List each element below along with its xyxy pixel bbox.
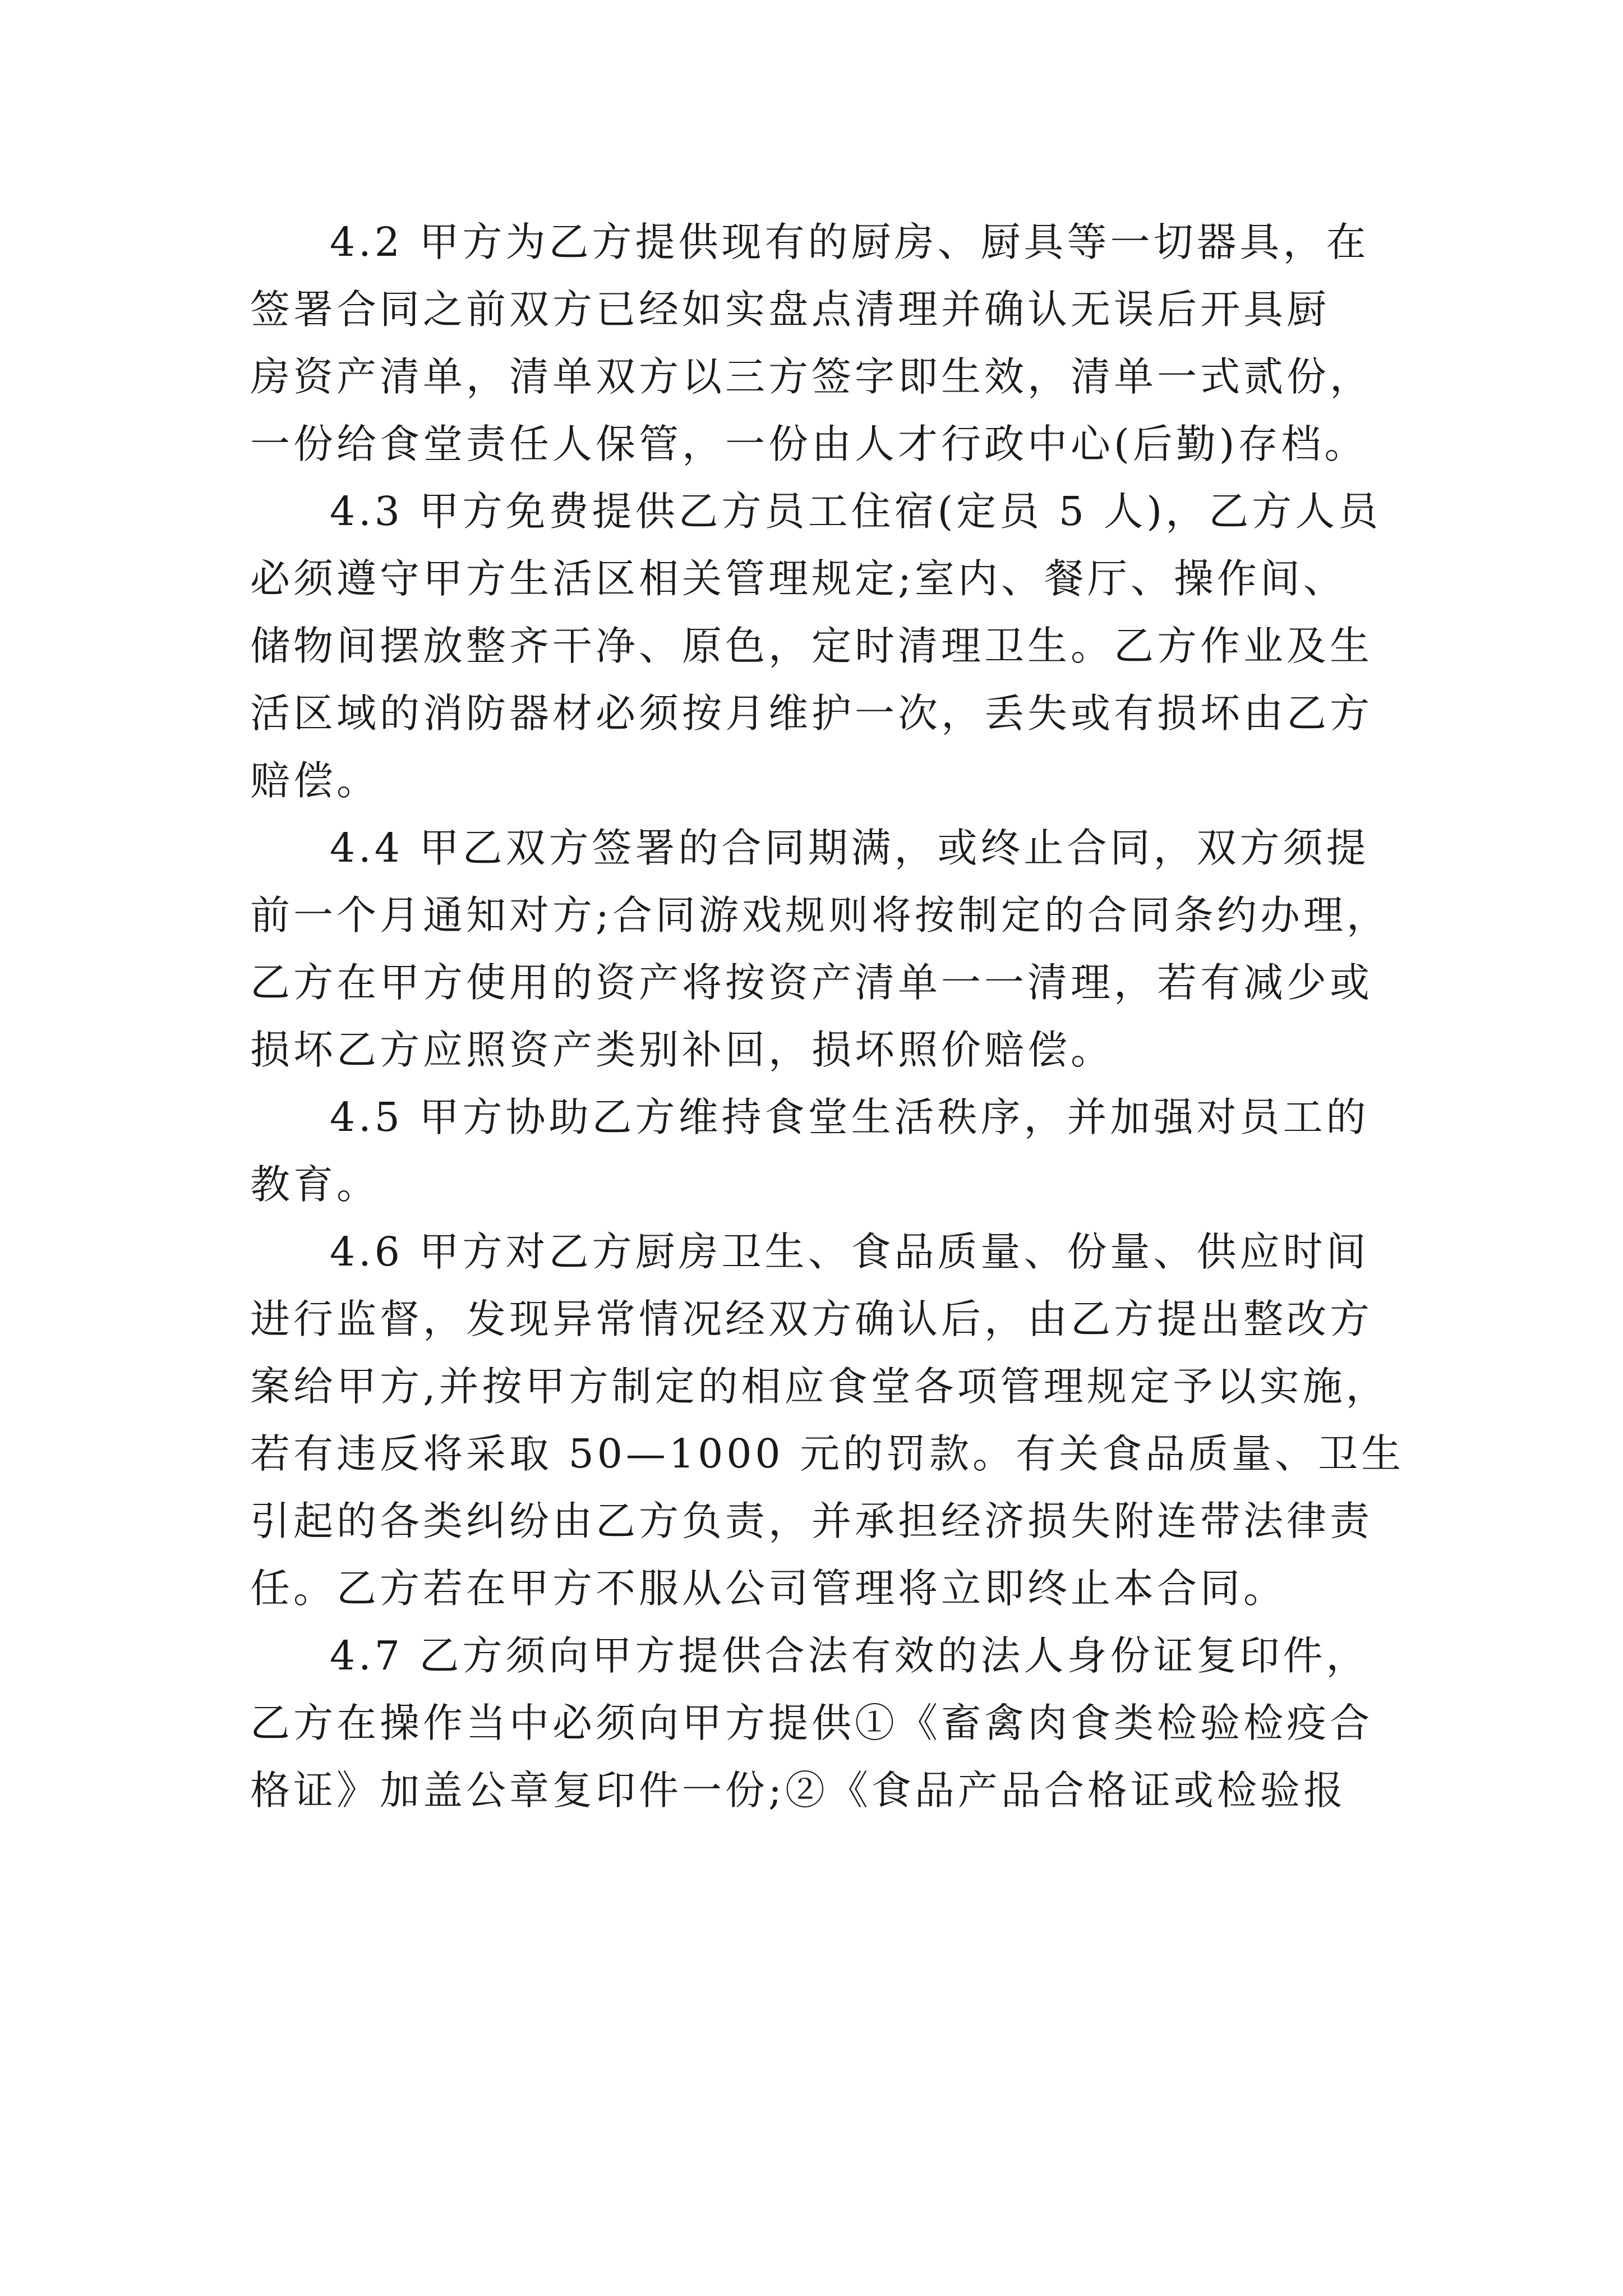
clause-4-4 (250, 815, 1390, 1084)
text-line: 4.4 甲乙双方签署的合同期满，或终止合同，双方须提 (330, 825, 1370, 871)
text-line: 任。乙方若在甲方不服从公司管理将立即终止本合同。 (250, 1565, 1287, 1612)
text-line: 乙方在甲方使用的资产将按资产清单一一清理，若有减少或 (250, 959, 1373, 1006)
text-line: 进行监督，发现异常情况经双方确认后，由乙方提出整改方 (250, 1296, 1373, 1342)
clause-4-5 (250, 1084, 1377, 1218)
text-line: 案给甲方,并按甲方制定的相应食堂各项管理规定予以实施， (250, 1363, 1389, 1410)
text-line: 4.6 甲方对乙方厨房卫生、食品质量、份量、供应时间 (330, 1228, 1370, 1275)
clause-4-6 (250, 1218, 1405, 1622)
text-line: 教育。 (250, 1161, 380, 1208)
text-line: 赔偿。 (250, 757, 380, 804)
text-line: 必须遵守甲方生活区相关管理规定;室内、餐厅、操作间、 (250, 555, 1347, 602)
text-line: 签署合同之前双方已经如实盘点清理并确认无误后开具厨 (250, 286, 1330, 333)
document-body (250, 209, 1405, 1824)
clause-4-7 (250, 1622, 1377, 1824)
text-line: 储物间摆放整齐干净、原色，定时清理卫生。乙方作业及生 (250, 623, 1373, 669)
text-line: 引起的各类纠纷由乙方负责，并承担经济损失附连带法律责 (250, 1498, 1373, 1544)
clause-4-3 (250, 478, 1382, 815)
text-line: 4.2 甲方为乙方提供现有的厨房、厨具等一切器具，在 (330, 219, 1370, 265)
text-line: 前一个月通知对方;合同游戏规则将按制定的合同条约办理， (250, 892, 1390, 938)
text-line: 格证》加盖公章复印件一份;②《食品产品合格证或检验报 (250, 1767, 1347, 1814)
text-line: 若有违反将采取 50—1000 元的罚款。有关食品质量、卫生 (250, 1430, 1405, 1477)
text-line: 房资产清单，清单双方以三方签字即生效，清单一式贰份， (250, 353, 1373, 400)
text-line: 4.5 甲方协助乙方维持食堂生活秩序，并加强对员工的 (330, 1094, 1370, 1140)
text-line: 乙方在操作当中必须向甲方提供①《畜禽肉食类检验检疫合 (250, 1700, 1373, 1746)
text-line: 活区域的消防器材必须按月维护一次，丢失或有损坏由乙方 (250, 690, 1373, 737)
clause-4-2 (250, 209, 1377, 478)
text-line: 4.7 乙方须向甲方提供合法有效的法人身份证复印件， (330, 1632, 1370, 1679)
text-line: 一份给食堂责任人保管，一份由人才行政中心(后勤)存档。 (250, 421, 1368, 467)
text-line: 损坏乙方应照资产类别补回，损坏照价赔偿。 (250, 1027, 1114, 1073)
text-line: 4.3 甲方免费提供乙方员工住宿(定员 5 人)，乙方人员 (330, 488, 1382, 535)
